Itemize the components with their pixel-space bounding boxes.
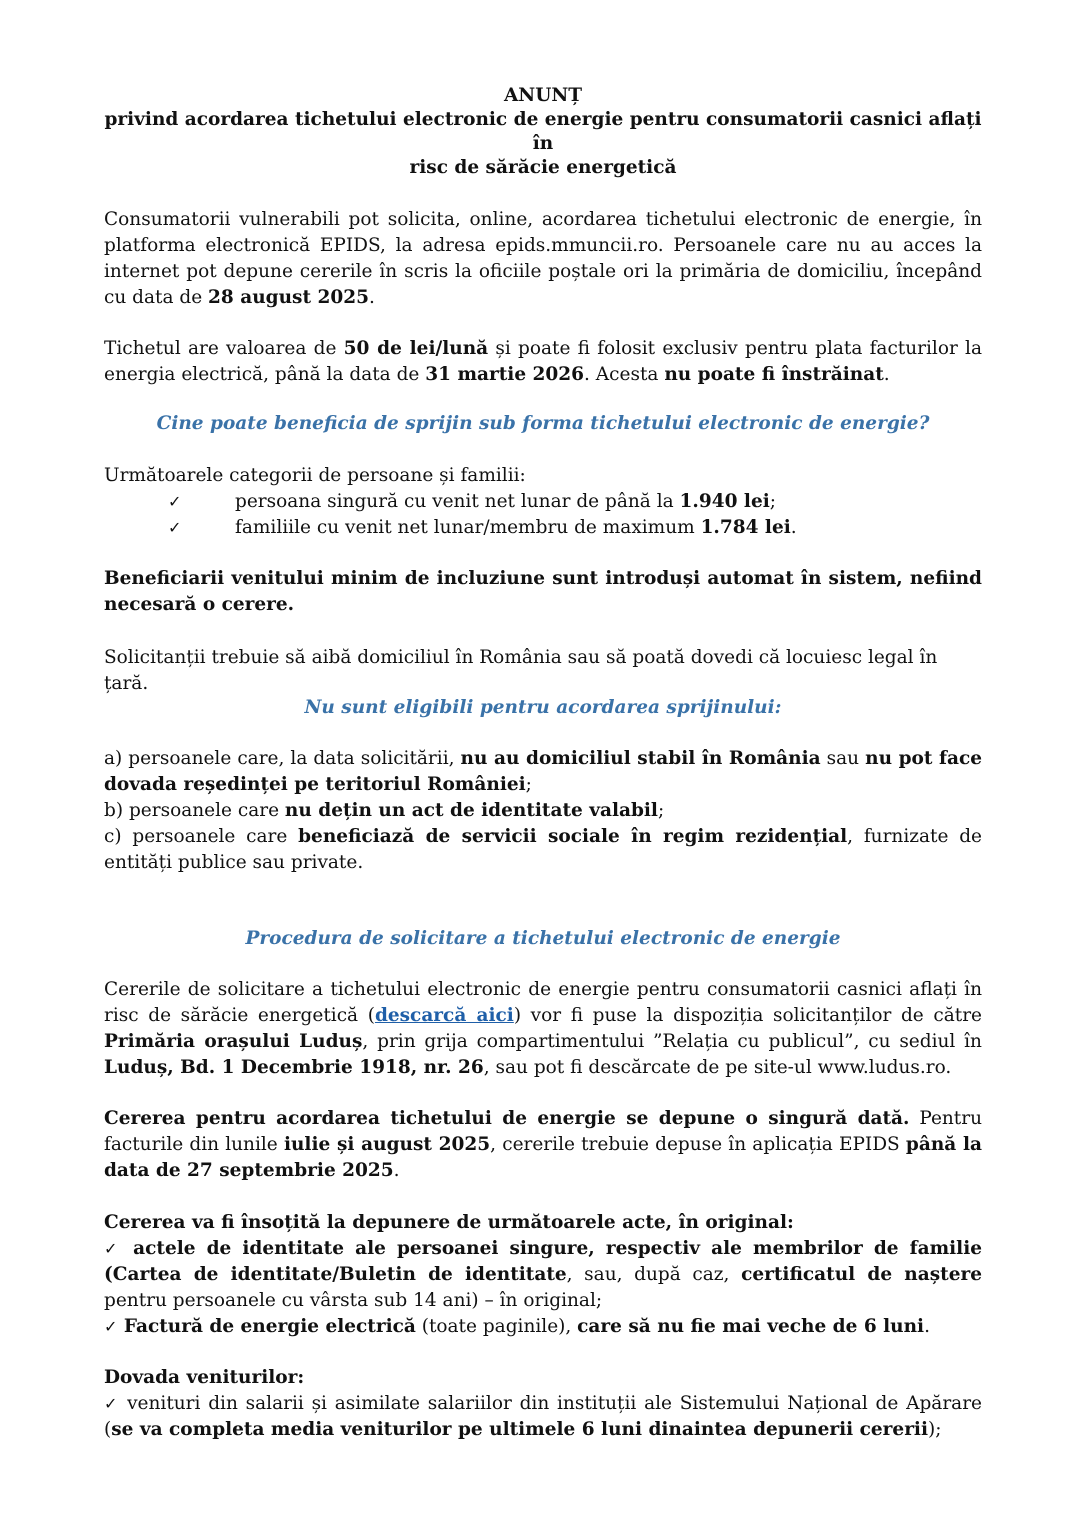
single-submission-paragraph: Cererea pentru acordarea tichetului de energie se depune o singură dată. Pentru facturile din lunile iulie și august 2025, cererile trebuie depuse în aplicația EPIDS până la data de 27 septembrie 2025.: [104, 1108, 982, 1181]
checkmark-icon: ✓: [168, 492, 182, 511]
documents-item-identity: ✓ actele de identitate ale persoanei singure, respectiv ale membrilor de familie (Cartea de identitate/Buletin de identitate, sau, după caz, certificatul de naștere pentru persoanele cu vârsta sub 14 ani) – în original;: [104, 1238, 983, 1311]
procedure-paragraph: Cererile de solicitare a tichetului electronic de energie pentru consumatorii casnici aflați în risc de sărăcie energetică (descarcă aici) vor fi puse la dispoziția solicitanților de către Primăria orașului Luduș, prin grija compartimentului ”Relația cu publicul”, cu sediul în Luduș, Bd. 1 Decembrie 1918, nr. 26, sau pot fi descărcate de pe site-ul www.ludus.ro.: [104, 979, 982, 1078]
residence-note: Solicitanții trebuie să aibă domiciliul în România sau să poată dovedi că locuiesc legal în țară.: [104, 647, 938, 694]
start-date: 28 august 2025: [208, 287, 369, 308]
ineligible-c: c) persoanele care beneficiază de servicii sociale în regim rezidențial, furnizate de entități publice sau private.: [104, 826, 982, 873]
income-heading: Dovada veniturilor:: [104, 1367, 305, 1388]
announcement-page: ANUNȚ privind acordarea tichetului electronic de energie pentru consumatorii casnici aflați în risc de sărăcie energetică Consumatorii vulnerabili pot solicita, online, acordarea tichetului electronic de energie, în platforma electronică EPIDS, la adresa epids.mmuncii.ro. Persoanele care nu au acces la internet pot depune cererile în scris la oficiile poștale ori la primăria de domiciliu, începând cu data de 28 august 2025. Tichetul are valoarea de 50 de lei/lună și poate fi folosit exclusiv pentru plata facturilor la energia electrică, până la data de 31 martie 2026. Acesta nu poate fi înstrăinat. Cine poate beneficia de sprijin sub forma tichetului electronic de energie? Următoarele categorii de persoane și familii: ✓ persoana singură cu venit net lunar de până la 1.940 lei; ✓ familiile cu venit net lunar/membru de maximum 1.784 lei. Beneficiarii venitului minim de incluziune sunt introduși automat în sistem, nefiind necesară o cerere. Solicitanții trebuie să aibă domiciliul în România sau să poată dovedi că locuiesc legal în țară. Nu sunt eligibili pentru acordarea sprijinului: a) persoanele care, la data solicitării, nu au domiciliul stabil în România sau nu pot face dovada reședinței pe teritoriul României; b) persoanele care nu dețin un act de identitate valabil; c) persoanele care beneficiază de servicii sociale în regim rezidențial, furnizate de entități publice sau private. Procedura de solicitare a tichetului electronic de energie Cererile de solicitare a tichetului electronic de energie pentru consumatorii casnici aflați în risc de sărăcie energetică (descarcă aici) vor fi puse la dispoziția solicitanților de către Primăria orașului Luduș, prin grija compartimentului ”Relația cu publicul”, cu sediul în Luduș, Bd. 1 Decembrie 1918, nr. 26, sau pot fi descărcate de pe site-ul www.ludus.ro. Cererea pentru acordarea tichetului de energie se depune o singură dată. Pentru facturile din lunile iulie și august 2025, cererile trebuie depuse în aplicația EPIDS până la data de 27 septembrie 2025. Cererea va fi însoțită la depunere de următoarele acte, în original: ✓ actele de identitate ale persoanei singure, respectiv ale membrilor de familie (Cartea de identitate/Buletin de identitate, sau, după caz, certificatul de naștere pentru persoanele cu vârsta sub 14 ani) – în original; ✓ Factură de energie electrică (toate paginile), care să nu fie mai veche de 6 luni. Dovada veniturilor: ✓ venituri din salarii și asimilate salariilor din instituții ale Sistemului Național de Apărare (se va completa media veniturilor pe ultimele 6 luni dinaintea depunerii cererii);: [0, 0, 1086, 1536]
checkmark-icon: ✓: [104, 1317, 118, 1336]
section-heading-ineligible: Nu sunt eligibili pentru acordarea sprijinului:: [304, 697, 782, 718]
end-date: 31 martie 2026: [425, 364, 585, 385]
ticket-value-paragraph: Tichetul are valoarea de 50 de lei/lună și poate fi folosit exclusiv pentru plata facturilor la energia electrică, până la data de 31 martie 2026. Acesta nu poate fi înstrăinat.: [104, 338, 982, 385]
section-heading-eligibility: Cine poate beneficia de sprijin sub forma tichetului electronic de energie?: [156, 413, 930, 434]
title-line-2: privind acordarea tichetului electronic de energie pentru consumatorii casnici aflați în: [104, 109, 982, 154]
checkmark-icon: ✓: [104, 1394, 120, 1413]
document-title: [104, 84, 982, 180]
documents-heading: Cererea va fi însoțită la depunere de următoarele acte, în original:: [104, 1212, 794, 1233]
checkmark-icon: ✓: [104, 1239, 123, 1258]
ineligible-b: b) persoanele care nu dețin un act de identitate valabil;: [104, 800, 665, 821]
categories-intro: Următoarele categorii de persoane și familii:: [104, 465, 526, 486]
title-line-1: ANUNȚ: [503, 85, 583, 106]
ineligible-a: a) persoanele care, la data solicitării, nu au domiciliul stabil în România sau nu pot face dovada reședinței pe teritoriul României;: [104, 748, 982, 795]
beneficiaries-note: Beneficiarii venitului minim de incluziune sunt introduși automat în sistem, nefiind necesară o cerere.: [104, 568, 982, 615]
intro-paragraph: Consumatorii vulnerabili pot solicita, online, acordarea tichetului electronic de energie, în platforma electronică EPIDS, la adresa epids.mmuncii.ro. Persoanele care nu au acces la internet pot depune cererile în scris la oficiile poștale ori la primăria de domiciliu, începând cu data de 28 august 2025.: [104, 209, 982, 308]
income-item-salaries: ✓ venituri din salarii și asimilate salariilor din instituții ale Sistemului Național de Apărare (se va completa media veniturilor pe ultimele 6 luni dinaintea depunerii cererii);: [104, 1393, 983, 1440]
section-heading-procedure: Procedura de solicitare a tichetului electronic de energie: [245, 928, 841, 949]
checkmark-icon: ✓: [168, 518, 182, 537]
title-line-3: risc de sărăcie energetică: [409, 157, 677, 178]
ticket-value: 50 de lei/lună: [343, 338, 489, 359]
download-link[interactable]: descarcă aici: [374, 1005, 514, 1026]
documents-item-invoice: ✓ Factură de energie electrică (toate paginile), care să nu fie mai veche de 6 luni.: [104, 1316, 930, 1337]
